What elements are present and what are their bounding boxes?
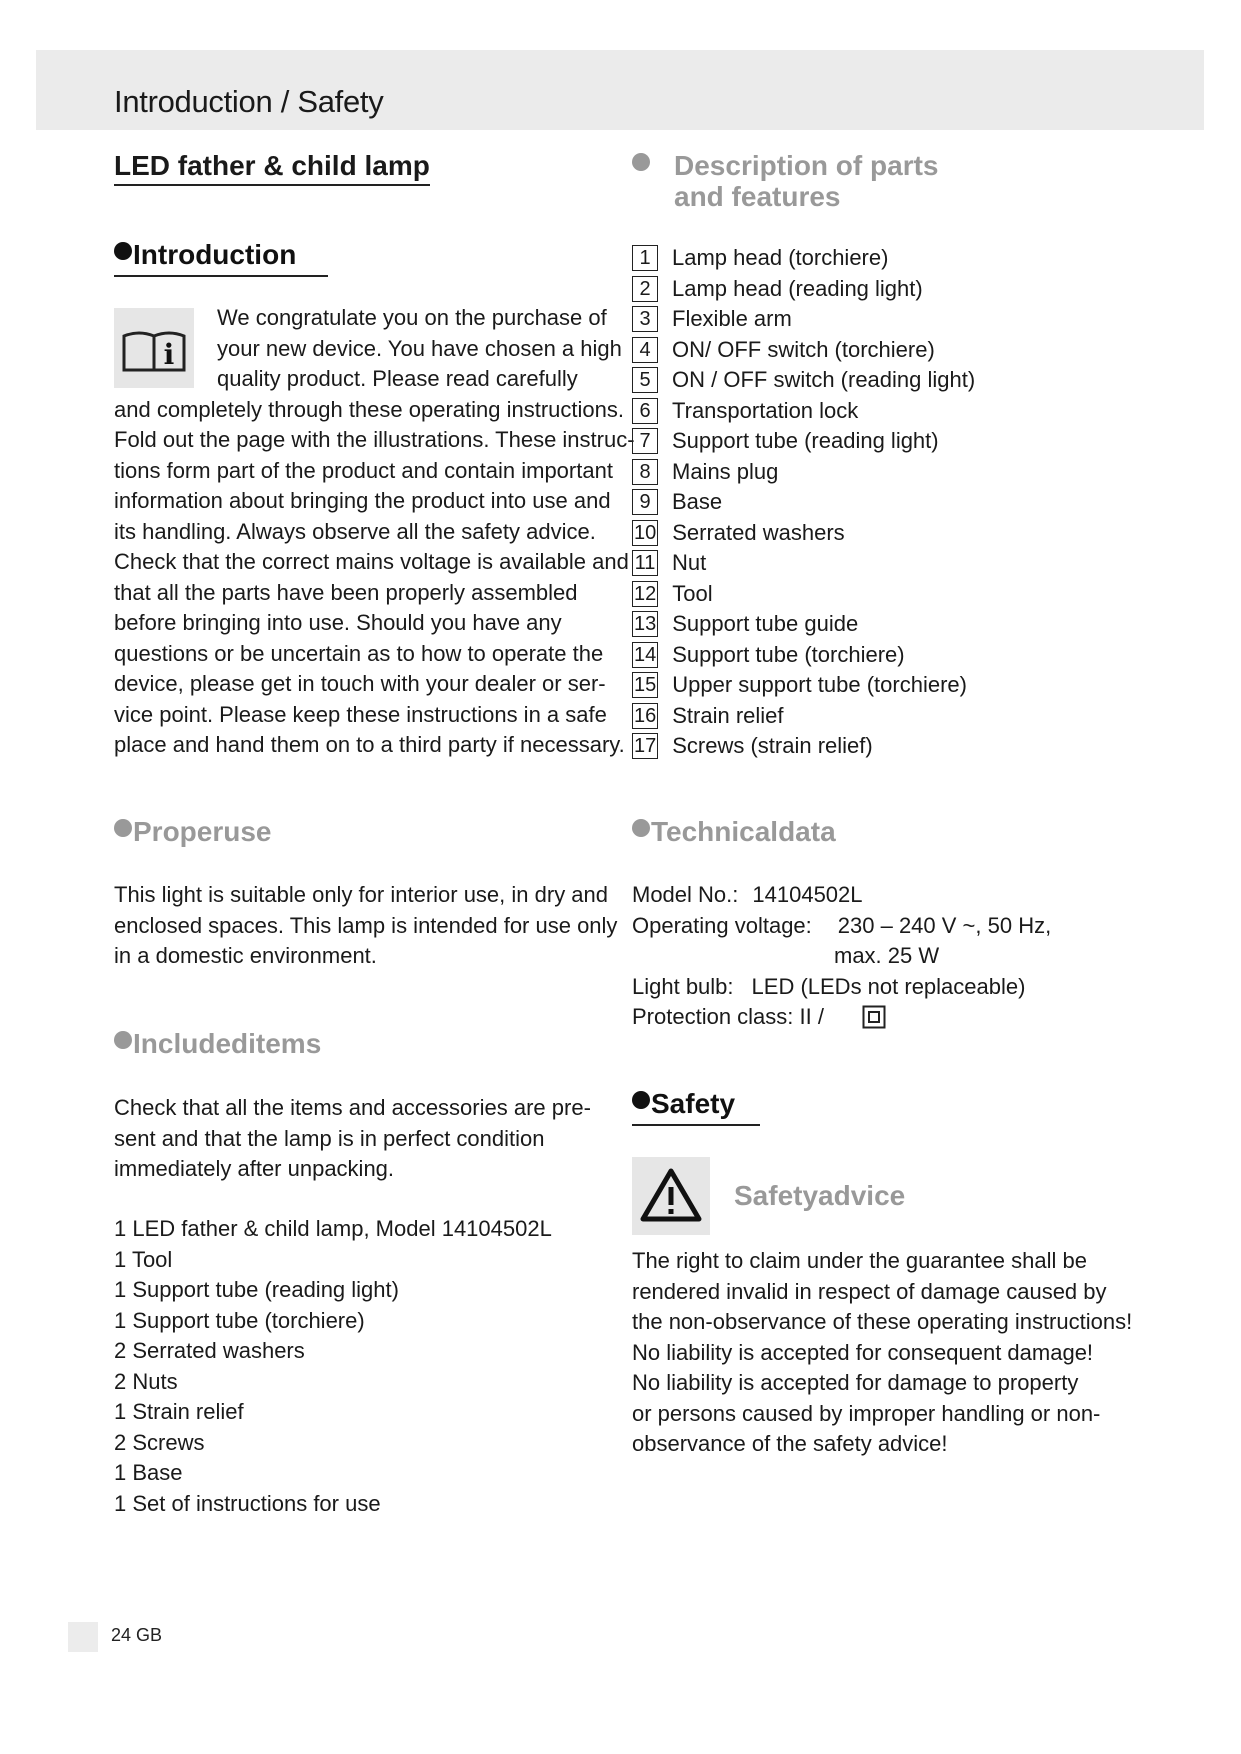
part-item: 4 ON/ OFF switch (torchiere) — [632, 335, 975, 366]
intro-line: quality product. Please read carefully — [217, 366, 578, 391]
included-item: 2 Screws — [114, 1429, 205, 1455]
intro-line: vice point. Please keep these instructions in a safe — [114, 701, 607, 727]
part-item: 5 ON / OFF switch (reading light) — [632, 365, 975, 396]
intro-line: and completely through these operating instructions. — [114, 396, 624, 422]
included-item: 1 Support tube (torchiere) — [114, 1307, 365, 1333]
bullet-icon — [114, 242, 132, 260]
intro-line: Check that the correct mains voltage is available and — [114, 549, 629, 574]
bulb-row: Light bulb: LED (LEDs not replaceable) — [632, 973, 1026, 999]
part-item: 8 Mains plug — [632, 457, 975, 488]
safety-heading: Safety — [632, 1088, 760, 1126]
model-row: Model No.: 14104502L — [632, 882, 863, 907]
voltage-row: Operating voltage: 230 – 240 V ~, 50 Hz, — [632, 912, 1052, 938]
description-heading: Description of parts and features — [632, 150, 938, 212]
safety-line: rendered invalid in respect of damage caused by — [632, 1278, 1107, 1304]
safety-line: observance of the safety advice! — [632, 1431, 948, 1456]
warning-triangle-icon — [632, 1157, 710, 1235]
bullet-icon — [114, 819, 132, 837]
protection-row: Protection class: II / — [632, 1004, 824, 1029]
bullet-icon — [632, 819, 650, 837]
included-item: 2 Serrated washers — [114, 1338, 305, 1363]
proper-use-line: enclosed spaces. This lamp is intended for use only — [114, 912, 618, 938]
proper-use-line: in a domestic environment. — [114, 943, 377, 968]
part-item: 13 Support tube guide — [634, 611, 859, 637]
included-item: 1 Base — [114, 1460, 183, 1485]
intro-line: Fold out the page with the illustrations. These instruc- — [114, 427, 635, 452]
safety-line: No liability is accepted for consequent damage! — [632, 1339, 1094, 1365]
included-intro-line: Check that all the items and accessories are pre- — [114, 1095, 591, 1120]
safety-line: No liability is accepted for damage to property — [632, 1370, 1079, 1395]
intro-line: its handling. Always observe all the safety advice. — [114, 518, 596, 544]
intro-line: device, please get in touch with your dealer or ser- — [114, 671, 606, 696]
safety-line: The right to claim under the guarantee shall be — [632, 1248, 1087, 1273]
included-intro-line: immediately after unpacking. — [114, 1156, 395, 1181]
part-item: 15 Upper support tube (torchiere) — [634, 672, 967, 698]
safety-advice-heading: Safetyadvice — [734, 1180, 906, 1211]
intro-line: that all the parts have been properly assembled — [114, 579, 578, 605]
part-item: 10 Serrated washers — [634, 519, 845, 545]
bullet-icon — [632, 153, 650, 171]
included-item: 1 Tool — [114, 1246, 173, 1272]
included-item: 1 LED father & child lamp, Model 14104502L — [114, 1216, 552, 1241]
part-item: 9 Base — [632, 487, 975, 518]
introduction-heading: Introduction — [114, 239, 328, 277]
part-item: 3 Flexible arm — [632, 304, 975, 335]
part-item: 12 Tool — [634, 580, 713, 606]
power-value: max. 25 W — [834, 943, 940, 968]
intro-line: tions form part of the product and contain important — [114, 457, 613, 483]
part-item: 11 Nut — [632, 548, 975, 579]
included-item: 2 Nuts — [114, 1368, 178, 1394]
bullet-icon — [632, 1091, 650, 1109]
protection-class-ii-icon — [862, 1005, 886, 1029]
intro-line: before bringing into use. Should you have any — [114, 610, 562, 635]
intro-line: information about bringing the product into use and — [114, 488, 611, 513]
bullet-icon — [114, 1031, 132, 1049]
intro-line: We congratulate you on the purchase of — [217, 305, 607, 330]
included-items-heading: Includeditems — [114, 1028, 321, 1060]
parts-list — [632, 243, 975, 762]
included-item: 1 Strain relief — [114, 1399, 244, 1424]
svg-text:i: i — [163, 338, 175, 371]
proper-use-line: This light is suitable only for interior use, in dry and — [114, 882, 609, 907]
proper-use-heading: Properuse — [114, 816, 272, 848]
part-item: 14 Support tube (torchiere) — [634, 641, 905, 667]
included-item: 1 Set of instructions for use — [114, 1490, 381, 1516]
intro-line: questions or be uncertain as to how to operate the — [114, 640, 604, 666]
part-item: 7 Support tube (reading light) — [632, 426, 975, 457]
product-title: LED father & child lamp — [114, 150, 430, 186]
info-book-icon — [114, 308, 194, 388]
part-item: 1 Lamp head (torchiere) — [632, 243, 975, 274]
page-marker — [68, 1622, 98, 1652]
safety-line: or persons caused by improper handling or non- — [632, 1400, 1101, 1426]
part-item: 16 Strain relief — [634, 702, 784, 728]
part-item: 17 Screws (strain relief) — [634, 733, 873, 759]
included-item: 1 Support tube (reading light) — [114, 1277, 399, 1302]
intro-line: place and hand them on to a third party if necessary. — [114, 732, 625, 757]
technical-data-heading: Technicaldata — [632, 816, 836, 848]
safety-line: the non-observance of these operating instructions! — [632, 1309, 1133, 1334]
part-item: 2 Lamp head (reading light) — [632, 274, 975, 305]
part-item: 6 Transportation lock — [632, 396, 975, 427]
intro-line: your new device. You have chosen a high — [217, 335, 622, 361]
page-header-title: Introduction / Safety — [114, 84, 384, 119]
included-intro-line: sent and that the lamp is in perfect condition — [114, 1125, 545, 1151]
page-number: 24 GB — [111, 1625, 163, 1645]
